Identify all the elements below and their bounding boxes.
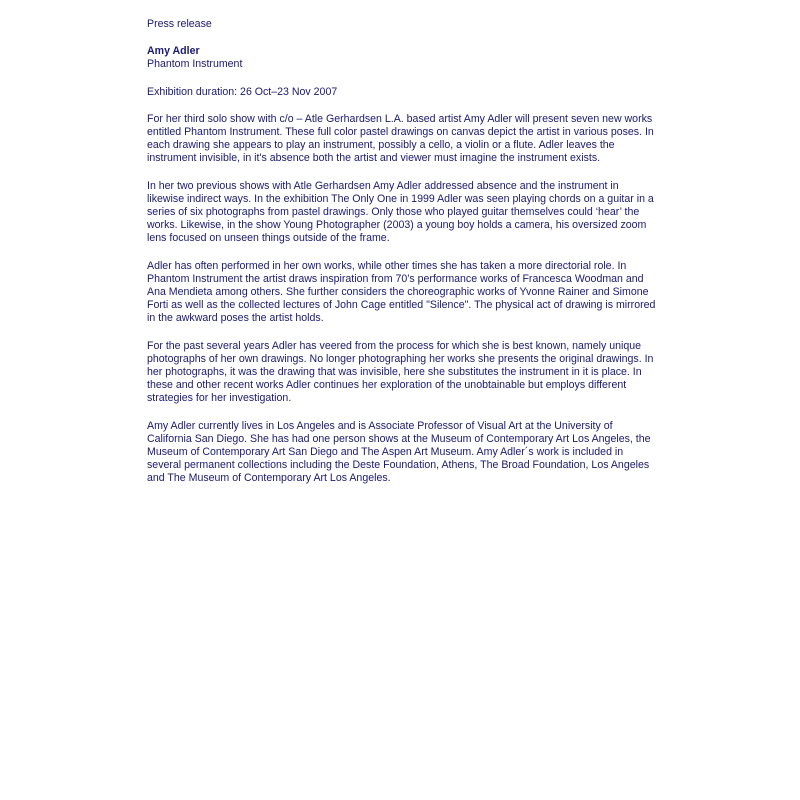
paragraph: Amy Adler currently lives in Los Angeles and is Associate Professor of Visual Art at the University of California San Diego. She has had one person shows at the Museum of Contemporary Art Los Angeles, the Museum of Contemporary Art San Diego and The Aspen Art Museum. Amy Adler´s work is included in several permanent collections including the Deste Foundation, Athens, The Broad Foundation, Los Angeles and The Museum of Contemporary Art Los Angeles. bbox=[147, 419, 651, 485]
paragraph: For her third solo show with c/o – Atle Gerhardsen L.A. based artist Amy Adler will present seven new works entitled Phantom Instrument. These full color pastel drawings on canvas depict the artist in various poses. In each drawing she appears to play an instrument, possibly a cello, a violin or a flute. Adler leaves the instrument invisible, in it's absence both the artist and viewer must imagine the instrument exists. bbox=[147, 112, 654, 165]
paragraph: Adler has often performed in her own works, while other times she has taken a more directorial role. In Phantom Instrument the artist draws inspiration from 70’s performance works of Francesca Woodman and Ana Mendieta among others. She further considers the choreographic works of Yvonne Rainer and Simone Forti as well as the collected lectures of John Cage entitled "Silence". The physical act of drawing is mirrored in the awkward poses the artist holds. bbox=[147, 259, 656, 325]
paragraph: In her two previous shows with Atle Gerhardsen Amy Adler addressed absence and the instrument in likewise indirect ways. In the exhibition The Only One in 1999 Adler was seen playing chords on a guitar in a series of six photographs from pastel drawings. Only those who played guitar themselves could ‘hear’ the works. Likewise, in the show Young Photographer (2003) a young boy holds a camera, his oversized zoom lens focused on unseen things outside of the frame. bbox=[147, 179, 654, 245]
exhibition-duration: Exhibition duration: 26 Oct–23 Nov 2007 bbox=[147, 85, 338, 98]
document-label: Press release bbox=[147, 18, 212, 30]
exhibition-title: Phantom Instrument bbox=[147, 58, 243, 71]
body-text bbox=[147, 113, 657, 486]
exhibition-header bbox=[147, 45, 657, 71]
artist-name: Amy Adler bbox=[147, 45, 200, 58]
press-release-document bbox=[147, 18, 657, 486]
paragraph: For the past several years Adler has veered from the process for which she is best known, namely unique photographs of her own drawings. No longer photographing her works she presents the original drawings. In her photographs, it was the drawing that was invisible, here she substitutes the instrument in it is place. In these and other recent works Adler continues her exploration of the unobtainable but employs different strategies for her investigation. bbox=[147, 339, 654, 405]
